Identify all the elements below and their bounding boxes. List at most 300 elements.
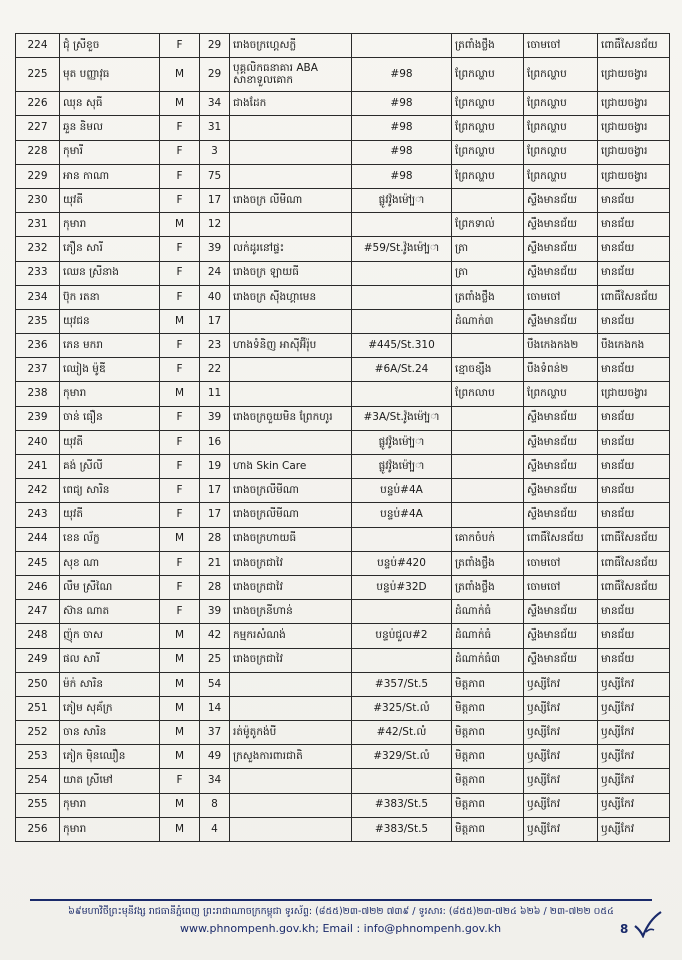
cell-sex: M [160,745,200,769]
cell-village: មិត្តភាព [452,793,524,817]
footer-divider [30,899,652,901]
cell-row-number: 246 [16,575,60,599]
cell-village: ដំណាក់ធំ៣ [452,648,524,672]
cell-sex: M [160,648,200,672]
cell-row-number: 253 [16,745,60,769]
cell-age: 31 [200,116,230,140]
cell-age: 12 [200,213,230,237]
table-row [16,503,670,527]
cell-age: 28 [200,527,230,551]
table-row [16,696,670,720]
cell-address: #98 [352,92,452,116]
cell-row-number: 252 [16,721,60,745]
cell-occupation: លក់ដូរនៅផ្ទះ [230,237,352,261]
cell-commune: ស្ទឹងមានជ័យ [524,237,598,261]
cell-address: បន្ទប់#32D [352,575,452,599]
cell-district: មានជ័យ [598,358,670,382]
cell-village: ត្រា [452,261,524,285]
cell-village: ព្រែកល្ហាប [452,164,524,188]
cell-address: #6A/St.24 [352,358,452,382]
cell-sex: M [160,58,200,92]
cell-district: មានជ័យ [598,237,670,261]
cell-row-number: 254 [16,769,60,793]
cell-occupation: រោងចក្រចួយមិន ព្រែកហូរ [230,406,352,430]
cell-name: យុវតី [60,430,160,454]
cell-sex: F [160,600,200,624]
cell-occupation [230,116,352,140]
cell-occupation: រោងចក្រជាវៃ [230,575,352,599]
cell-commune: ស្ទឹងមានជ័យ [524,479,598,503]
cell-village: ព្រែកល្ហាប [452,140,524,164]
cell-age: 54 [200,672,230,696]
cell-age: 29 [200,58,230,92]
cell-row-number: 244 [16,527,60,551]
cell-sex: F [160,575,200,599]
cell-commune: ស្ទឹងមានជ័យ [524,188,598,212]
cell-occupation: ក្រសួងការពារជាតិ [230,745,352,769]
cell-district: ឫស្សីកែវ [598,793,670,817]
table-row [16,721,670,745]
cell-row-number: 249 [16,648,60,672]
cell-age: 16 [200,430,230,454]
cell-age: 39 [200,600,230,624]
footer-address: ៦៩មហាវិថីព្រះមុនីវង្ស រាជធានីភ្នំពេញ ព្រះរាជាណាចក្រកម្ពុជា ទូរស័ព្ទ: (៨៥៥)២៣-៧២២ ៧៣៩ / ទូរសារ: (៨៥៥)២៣-៧២៤ ៦២៦ / ២៣-៧២២ ០៥៤ [68,906,614,917]
cell-sex: F [160,237,200,261]
cell-sex: F [160,116,200,140]
cell-address: ផ្លូវវ៉ូងម៉ៅ្បា [352,188,452,212]
cell-sex: F [160,406,200,430]
cell-occupation: បុគ្គលិកធនាគារ ABA សាខាទួលគោក [230,58,352,92]
cell-village: ព្រែកល្ហាប [452,116,524,140]
cell-village [452,188,524,212]
cell-occupation [230,309,352,333]
cell-sex: F [160,358,200,382]
cell-commune: ស្ទឹងមានជ័យ [524,309,598,333]
cell-occupation: ជាងដែក [230,92,352,116]
cell-age: 24 [200,261,230,285]
cell-village: ព្រែកលាប [452,382,524,406]
cell-occupation [230,213,352,237]
table-row [16,817,670,841]
table-body [16,34,670,842]
cell-sex: F [160,164,200,188]
cell-name: យាត ស្រីមៅ [60,769,160,793]
table-row [16,237,670,261]
cell-age: 29 [200,34,230,58]
cell-occupation [230,358,352,382]
cell-row-number: 238 [16,382,60,406]
cell-address: បន្ទប់#420 [352,551,452,575]
cell-address: #383/St.5 [352,793,452,817]
cell-district: មានជ័យ [598,648,670,672]
cell-village [452,455,524,479]
cell-district: ជ្រោយចង្វារ [598,382,670,406]
cell-row-number: 243 [16,503,60,527]
cell-village: មិត្តភាព [452,696,524,720]
cell-name: កុមារា [60,382,160,406]
cell-sex: M [160,382,200,406]
cell-name: សុខ ណា [60,551,160,575]
cell-commune: ស្ទឹងមានជ័យ [524,503,598,527]
table-row [16,551,670,575]
cell-village: ត្រពាំងថ្លឹង [452,34,524,58]
cell-village: មិត្តភាព [452,721,524,745]
cell-name: យុវតី [60,188,160,212]
cell-village: ព្រែកល្ហាប [452,92,524,116]
cell-address [352,309,452,333]
cell-sex: F [160,455,200,479]
cell-age: 4 [200,817,230,841]
cell-age: 25 [200,648,230,672]
table-row [16,309,670,333]
table-row [16,745,670,769]
table-row [16,455,670,479]
records-table [15,33,670,842]
cell-sex: M [160,92,200,116]
table-row [16,624,670,648]
cell-row-number: 256 [16,817,60,841]
cell-name: ផល សារី [60,648,160,672]
cell-commune: ចោមចៅ [524,285,598,309]
table-row [16,479,670,503]
cell-address: #3A/St.វ៉ូងម៉ៅ្បា [352,406,452,430]
cell-occupation: រោងចក្រនីហាន់ [230,600,352,624]
cell-village: ត្រា [452,237,524,261]
cell-row-number: 245 [16,551,60,575]
cell-commune: បឹងទំពន់២ [524,358,598,382]
cell-address [352,600,452,624]
cell-sex: M [160,696,200,720]
cell-row-number: 241 [16,455,60,479]
table-row [16,672,670,696]
cell-commune: ពោធិ៍សែនជ័យ [524,527,598,551]
table-row [16,406,670,430]
cell-name: ភៀក ម៉ិនឈឿន [60,745,160,769]
cell-name: ឈេន ស្រីនាង [60,261,160,285]
cell-address: ផ្លូវវ៉ូងម៉ៅ្បា [352,455,452,479]
cell-age: 22 [200,358,230,382]
cell-district: មានជ័យ [598,624,670,648]
cell-row-number: 237 [16,358,60,382]
cell-occupation: ហាងទំនិញ អាស៊ីអ៊ីរ៉ុប [230,334,352,358]
cell-village: គោកចំបក់ [452,527,524,551]
footer-website-email: www.phnompenh.gov.kh; Email : info@phnompenh.gov.kh [180,922,502,935]
cell-village: ដំណាក់៣ [452,309,524,333]
cell-commune: ព្រែកល្ហាប [524,140,598,164]
cell-row-number: 229 [16,164,60,188]
cell-village: ដំណាក់ធំ [452,600,524,624]
cell-district: មានជ័យ [598,261,670,285]
cell-commune: ព្រែកល្ហាប [524,58,598,92]
cell-commune: ស្ទឹងមានជ័យ [524,600,598,624]
cell-age: 39 [200,406,230,430]
cell-district: ជ្រោយចង្វារ [598,164,670,188]
cell-district: ពោធិ៍សែនជ័យ [598,285,670,309]
cell-age: 49 [200,745,230,769]
cell-occupation [230,430,352,454]
cell-age: 17 [200,309,230,333]
cell-occupation: រោងចក្រ លីមីណា [230,188,352,212]
cell-sex: F [160,34,200,58]
cell-commune: ស្ទឹងមានជ័យ [524,213,598,237]
cell-commune: ស្ទឹងមានជ័យ [524,261,598,285]
cell-address [352,285,452,309]
cell-occupation: រោងចក្រលីមីណា [230,479,352,503]
table-row [16,285,670,309]
table-row [16,261,670,285]
cell-village [452,503,524,527]
table-row [16,527,670,551]
cell-occupation: រោងចក្រជាវៃ [230,551,352,575]
cell-sex: F [160,430,200,454]
cell-name: ភេន មករា [60,334,160,358]
table-row [16,164,670,188]
cell-district: ឫស្សីកែវ [598,721,670,745]
cell-commune: ឫស្សីកែវ [524,745,598,769]
cell-name: ចាន់ ធឿន [60,406,160,430]
cell-district: ឫស្សីកែវ [598,817,670,841]
cell-sex: F [160,503,200,527]
cell-age: 39 [200,237,230,261]
cell-district: ពោធិ៍សែនជ័យ [598,575,670,599]
table-row [16,769,670,793]
table-row [16,575,670,599]
cell-row-number: 255 [16,793,60,817]
cell-district: ពោធិ៍សែនជ័យ [598,527,670,551]
cell-commune: ឫស្សីកែវ [524,769,598,793]
cell-name: មុត បញ្ញាវុធ [60,58,160,92]
cell-name: ញ៉ុក ចាស [60,624,160,648]
cell-row-number: 231 [16,213,60,237]
cell-age: 3 [200,140,230,164]
cell-age: 28 [200,575,230,599]
cell-address: #59/St.វ៉ូងម៉ៅ្បា [352,237,452,261]
cell-sex: F [160,479,200,503]
cell-address: #42/St.លំ [352,721,452,745]
table-row [16,213,670,237]
cell-address [352,261,452,285]
cell-age: 34 [200,769,230,793]
cell-age: 21 [200,551,230,575]
cell-address: #445/St.310 [352,334,452,358]
cell-name: ខេន ល័ក្ខ [60,527,160,551]
cell-row-number: 230 [16,188,60,212]
table-row [16,334,670,358]
cell-address: #98 [352,58,452,92]
cell-row-number: 248 [16,624,60,648]
cell-commune: ឫស្សីកែវ [524,672,598,696]
cell-sex: F [160,551,200,575]
cell-village [452,334,524,358]
cell-name: ម៉ក់ សារិន [60,672,160,696]
cell-sex: M [160,793,200,817]
cell-row-number: 233 [16,261,60,285]
cell-address [352,648,452,672]
cell-commune: ស្ទឹងមានជ័យ [524,455,598,479]
cell-district: មានជ័យ [598,455,670,479]
table-row [16,358,670,382]
cell-village [452,406,524,430]
cell-occupation [230,140,352,164]
cell-name: កុមារា [60,817,160,841]
cell-address: #329/St.លំ [352,745,452,769]
cell-name: ភឿន សារី [60,237,160,261]
cell-commune: ព្រែកល្ហាប [524,116,598,140]
cell-sex: F [160,769,200,793]
table-row [16,116,670,140]
cell-age: 37 [200,721,230,745]
cell-address [352,382,452,406]
cell-row-number: 251 [16,696,60,720]
cell-address: បន្ទប់ជួល#2 [352,624,452,648]
cell-sex: M [160,817,200,841]
cell-occupation [230,696,352,720]
cell-village: ត្រពាំងថ្លឹង [452,551,524,575]
cell-commune: ស្ទឹងមានជ័យ [524,406,598,430]
cell-village: មិត្តភាព [452,672,524,696]
table-row [16,34,670,58]
cell-occupation [230,382,352,406]
cell-village [452,430,524,454]
cell-age: 17 [200,503,230,527]
cell-commune: ចោមចៅ [524,34,598,58]
cell-age: 19 [200,455,230,479]
cell-village: ត្រពាំងថ្លឹង [452,575,524,599]
signature-tick-icon [632,910,664,938]
table-row [16,430,670,454]
cell-district: ជ្រោយចង្វារ [598,58,670,92]
cell-row-number: 242 [16,479,60,503]
cell-commune: ស្ទឹងមានជ័យ [524,624,598,648]
cell-district: ពោធិ៍សែនជ័យ [598,34,670,58]
cell-name: ឆួន និមល [60,116,160,140]
cell-address: បន្ទប់#4A [352,503,452,527]
cell-district: ជ្រោយចង្វារ [598,92,670,116]
cell-occupation [230,769,352,793]
cell-row-number: 232 [16,237,60,261]
cell-district: ឫស្សីកែវ [598,696,670,720]
cell-address: #357/St.5 [352,672,452,696]
cell-district: ឫស្សីកែវ [598,745,670,769]
cell-row-number: 226 [16,92,60,116]
cell-row-number: 224 [16,34,60,58]
cell-sex: M [160,213,200,237]
cell-district: បឹងកេងកង [598,334,670,358]
cell-name: ពេជ្យ សារិន [60,479,160,503]
cell-row-number: 234 [16,285,60,309]
cell-occupation [230,817,352,841]
page-number: 8 [620,922,629,936]
cell-district: មានជ័យ [598,600,670,624]
cell-age: 23 [200,334,230,358]
cell-village: ព្រែកល្ហាប [452,58,524,92]
cell-name: ភៀម សុគ័ក្រ [60,696,160,720]
cell-name: ស៊ាន ណាត [60,600,160,624]
cell-district: មានជ័យ [598,213,670,237]
cell-address: #325/St.លំ [352,696,452,720]
table-row [16,793,670,817]
cell-name: កុមារា [60,213,160,237]
cell-commune: ស្ទឹងមានជ័យ [524,648,598,672]
cell-district: ពោធិ៍សែនជ័យ [598,551,670,575]
cell-village: ខ្មោចខ្សឹង [452,358,524,382]
cell-commune: ឫស្សីកែវ [524,817,598,841]
cell-name: អាន កាណា [60,164,160,188]
cell-occupation: រោងចក្រហាយធី [230,527,352,551]
cell-address [352,527,452,551]
cell-commune: ព្រែកល្ហាប [524,164,598,188]
cell-age: 8 [200,793,230,817]
cell-district: មានជ័យ [598,430,670,454]
cell-age: 42 [200,624,230,648]
cell-occupation: រោងចក្រ ឡាយធី [230,261,352,285]
cell-row-number: 227 [16,116,60,140]
cell-commune: ព្រែកល្ហាប [524,382,598,406]
cell-row-number: 225 [16,58,60,92]
cell-name: លឹម ស្រីណៃ [60,575,160,599]
cell-sex: M [160,672,200,696]
cell-district: មានជ័យ [598,503,670,527]
cell-village [452,479,524,503]
cell-age: 75 [200,164,230,188]
cell-name: ឈុន សុធី [60,92,160,116]
cell-address [352,769,452,793]
cell-address: #98 [352,116,452,140]
table-row [16,600,670,624]
cell-village: ដំណាក់ធំ [452,624,524,648]
cell-district: ជ្រោយចង្វារ [598,140,670,164]
cell-address: #383/St.5 [352,817,452,841]
cell-occupation [230,793,352,817]
cell-age: 17 [200,188,230,212]
cell-occupation [230,164,352,188]
cell-sex: F [160,188,200,212]
cell-sex: M [160,624,200,648]
cell-row-number: 239 [16,406,60,430]
cell-sex: F [160,285,200,309]
cell-address: #98 [352,140,452,164]
cell-occupation: រោងចក្រ ស៊ីងហ្គាមេន [230,285,352,309]
table-row [16,188,670,212]
cell-age: 40 [200,285,230,309]
cell-district: ឫស្សីកែវ [598,672,670,696]
cell-row-number: 236 [16,334,60,358]
cell-address [352,34,452,58]
cell-row-number: 240 [16,430,60,454]
cell-village: ត្រពាំងថ្លឹង [452,285,524,309]
cell-commune: បឹងកេងកង២ [524,334,598,358]
cell-district: មានជ័យ [598,309,670,333]
cell-sex: F [160,261,200,285]
cell-district: មានជ័យ [598,188,670,212]
cell-occupation: កម្មករសំណង់ [230,624,352,648]
cell-commune: ឫស្សីកែវ [524,696,598,720]
cell-village: ព្រែកទាល់ [452,213,524,237]
cell-occupation [230,672,352,696]
cell-occupation: រត់ម៉ូតូកង់បី [230,721,352,745]
cell-occupation: ហាង Skin Care [230,455,352,479]
cell-commune: ចោមចៅ [524,575,598,599]
cell-village: មិត្តភាព [452,817,524,841]
cell-commune: ឫស្សីកែវ [524,793,598,817]
cell-row-number: 250 [16,672,60,696]
cell-address: ផ្លូវវ៉ូងម៉ៅ្បា [352,430,452,454]
cell-address: #98 [352,164,452,188]
cell-district: ជ្រោយចង្វារ [598,116,670,140]
cell-age: 14 [200,696,230,720]
cell-name: យុវតី [60,503,160,527]
cell-name: យុវជន [60,309,160,333]
